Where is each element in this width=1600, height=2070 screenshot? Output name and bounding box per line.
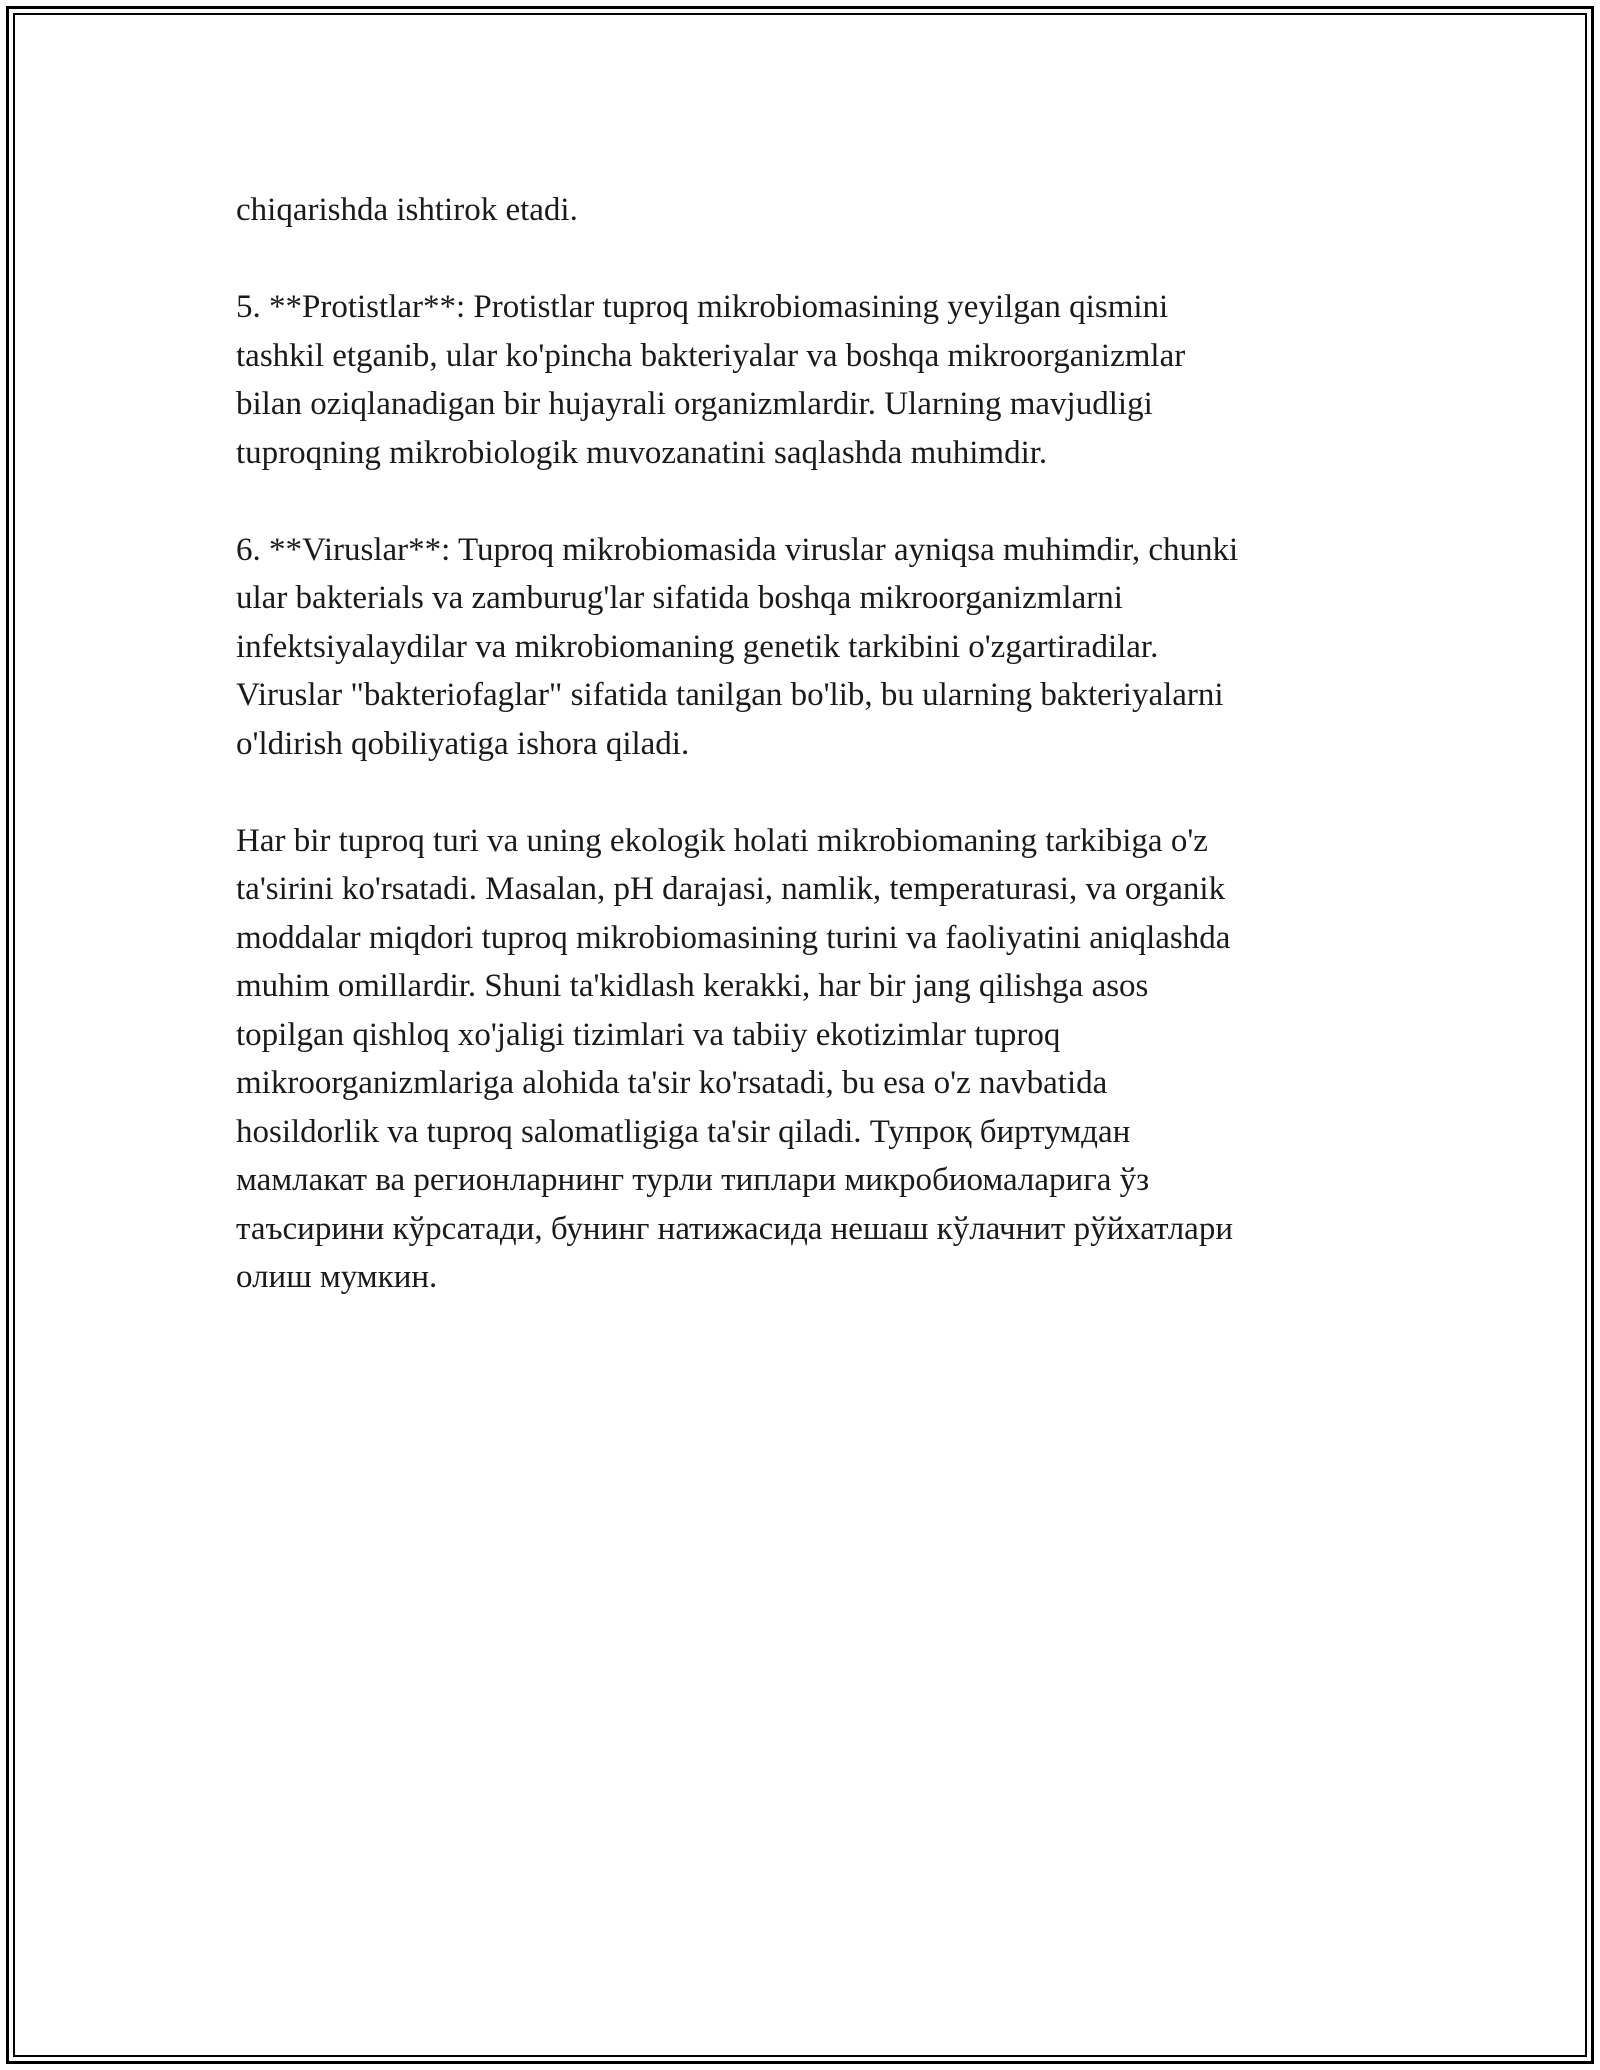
document-body	[236, 186, 1386, 1350]
paragraph-summary: Har bir tuproq turi va uning ekologik holati mikrobiomaning tarkibiga o'z ta'sirini ko'rsatadi. Masalan, pH darajasi, namlik, temperaturasi, va organik moddalar miqdori tuproq mikrobiomasining turini va faoliyatini aniqlashda muhim omillardir. Shuni ta'kidlash kerakki, har bir jang qilishga asos topilgan qishloq xo'jaligi tizimlari va tabiiy ekotizimlar tuproq mikroorganizmlariga alohida ta'sir ko'rsatadi, bu esa o'z navbatida hosildorlik va tuproq salomatligiga ta'sir qiladi. Тупроқ биртумдан мамлакат ва регионларнинг турли типлари микробиомаларига ўз таъсирини кўрсатади, бунинг натижасида нешаш кўлачнит рўйхатлари олиш мумкин.	[236, 822, 1233, 1295]
paragraph-viruslar: 6. **Viruslar**: Tuproq mikrobiomasida viruslar ayniqsa muhimdir, chunki ular bakterials va zamburug'lar sifatida boshqa mikroorganizmlarni infektsiyalaydilar va mikrobiomaning genetik tarkibini o'zgartiradilar. Viruslar "bakteriofaglar" sifatida tanilgan bo'lib, bu ularning bakteriyalarni o'ldirish qobiliyatiga ishora qiladi.	[236, 531, 1239, 762]
paragraph-continuation: chiqarishda ishtirok etadi.	[236, 192, 578, 228]
paragraph-protistlar: 5. **Protistlar**: Protistlar tuproq mikrobiomasining yeyilgan qismini tashkil etganib, ular ko'pincha bakteriyalar va boshqa mikroorganizmlar bilan oziqlanadigan bir hujayrali organizmlardir. Ularning mavjudligi tuproqning mikrobiologik muvozanatini saqlashda muhimdir.	[236, 289, 1186, 471]
